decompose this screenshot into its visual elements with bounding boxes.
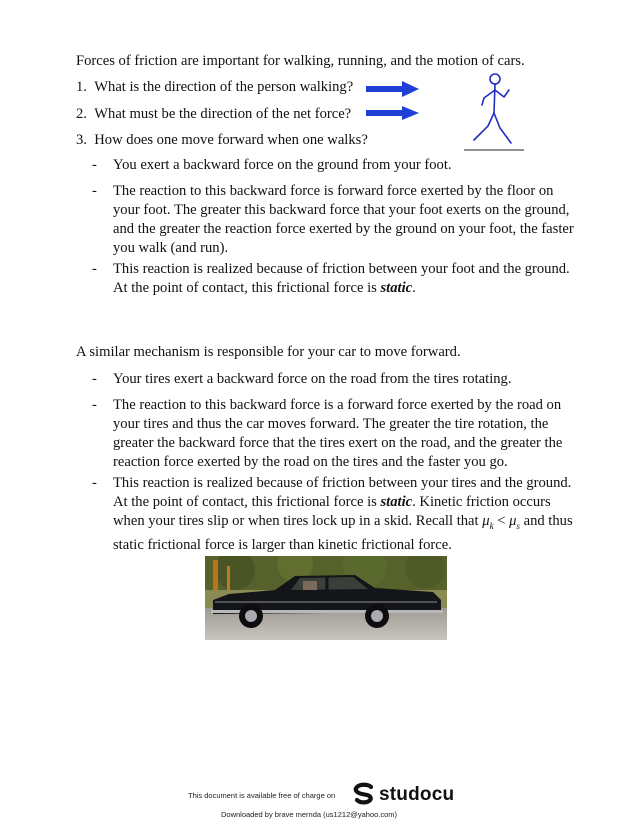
bullet-dash: - bbox=[92, 475, 97, 491]
bullet-dash: - bbox=[92, 183, 97, 199]
car-bullet-1: Your tires exert a backward force on the road from the tires rotating. bbox=[113, 371, 512, 387]
mu-s-symbol: μ bbox=[509, 513, 517, 529]
question-1-number: 1. bbox=[76, 79, 87, 95]
mu-k-symbol: μ bbox=[482, 513, 490, 529]
right-arrow-icon bbox=[366, 81, 420, 97]
static-emphasis: static bbox=[380, 280, 413, 296]
car-intro-text: A similar mechanism is responsible for your car to move forward. bbox=[76, 344, 461, 360]
walking-bullet-3-end: . bbox=[412, 280, 416, 296]
walking-bullet-2: The reaction to this backward force is forward force exerted by the floor on your foot. The greater this backward force that your foot exerts on the ground, and the greater the reaction force exerted by the ground on your foot, the faster you walk (and run). bbox=[113, 183, 574, 256]
question-2-number: 2. bbox=[76, 106, 87, 122]
downloaded-text: Downloaded by brave mernda (us1212@yahoo.com) bbox=[221, 810, 398, 819]
car-bullet-3-end: and thus static frictional force is larger than kinetic frictional force. bbox=[113, 513, 573, 553]
question-3-text: How does one move forward when one walks? bbox=[94, 132, 368, 148]
car-bullet-3-text: This reaction is realized because of friction between your tires and the ground. At the point of contact, this frictional force is bbox=[113, 475, 572, 510]
bullet-dash: - bbox=[92, 157, 97, 173]
static-emphasis: static bbox=[380, 494, 413, 510]
question-1 bbox=[76, 78, 353, 97]
walking-bullet-1: You exert a backward force on the ground from your foot. bbox=[113, 157, 452, 173]
car-bullet-2: The reaction to this backward force is a forward force exerted by the road on your tires and thus the car moves forward. The greater the tire rotation, the greater the backward force that the tires exert on the road, and the greater the reaction force exerted by the road on the tires and the faster you go. bbox=[113, 397, 563, 470]
bullet-dash: - bbox=[92, 261, 97, 277]
question-1-text: What is the direction of the person walking? bbox=[94, 79, 354, 95]
mu-s-subscript: s bbox=[516, 520, 520, 531]
car-bullet-3 bbox=[113, 474, 585, 555]
question-3-number: 3. bbox=[76, 132, 87, 148]
question-3 bbox=[76, 131, 368, 150]
car-bullet-3-middle: . Kinetic friction occurs when your tires slip or when tires lock up in a skid. Recall that bbox=[113, 494, 551, 529]
less-than-symbol: < bbox=[493, 513, 510, 529]
car-photo bbox=[205, 556, 447, 640]
bullet-dash: - bbox=[92, 371, 97, 387]
available-text: This document is available free of charge on bbox=[188, 791, 336, 800]
question-2 bbox=[76, 105, 351, 124]
walking-person-icon bbox=[462, 70, 526, 154]
studocu-logo-icon bbox=[352, 782, 376, 806]
bullet-dash: - bbox=[92, 397, 97, 413]
walking-bullet-3-text: This reaction is realized because of friction between your foot and the ground. At the point of contact, this frictional force is bbox=[113, 261, 570, 296]
question-2-text: What must be the direction of the net force? bbox=[94, 106, 352, 122]
studocu-brand[interactable]: studocu bbox=[379, 784, 455, 805]
walking-bullet-3 bbox=[113, 260, 583, 298]
mu-k-subscript: k bbox=[489, 520, 494, 531]
intro-text: Forces of friction are important for walking, running, and the motion of cars. bbox=[76, 53, 525, 69]
right-arrow-icon bbox=[366, 106, 420, 120]
